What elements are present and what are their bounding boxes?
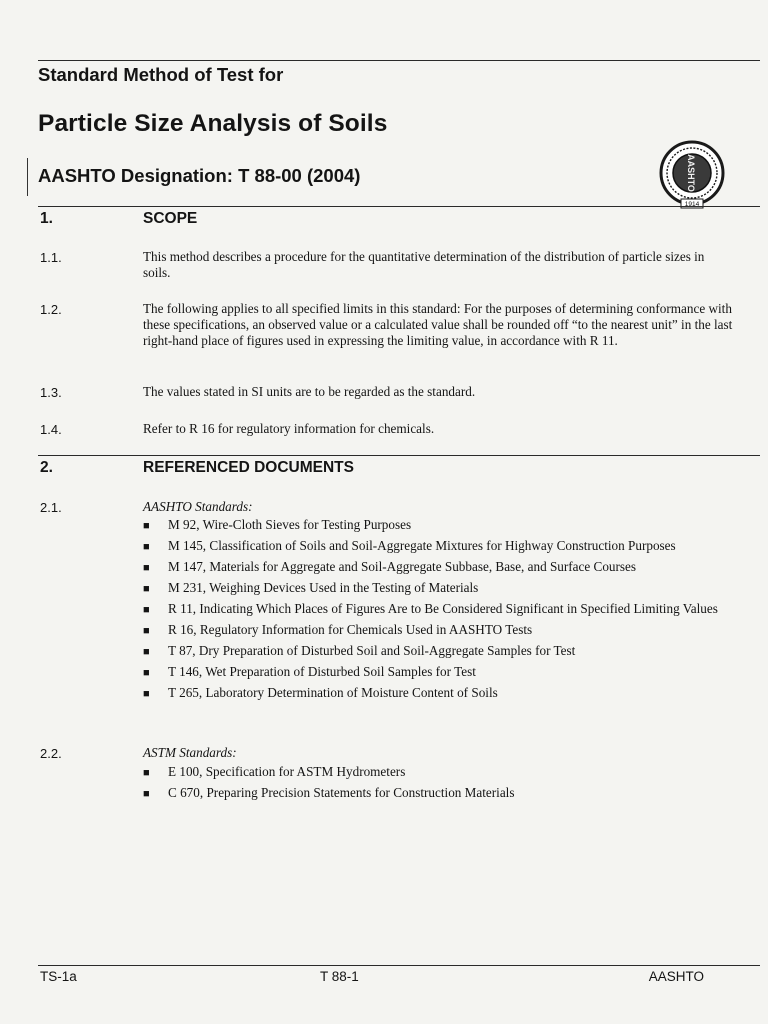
section-rule — [38, 455, 760, 456]
square-bullet-icon: ■ — [143, 583, 150, 595]
reference-text: T 87, Dry Preparation of Disturbed Soil and Soil-Aggregate Samples for Test — [168, 643, 576, 658]
square-bullet-icon: ■ — [143, 562, 150, 574]
astm-standards-list — [143, 764, 733, 806]
reference-text: T 265, Laboratory Determination of Moisture Content of Soils — [168, 685, 498, 700]
clause-text: This method describes a procedure for the quantitative determination of the distribution of particle sizes in soils. — [143, 249, 705, 280]
section-title-scope: SCOPE — [143, 210, 198, 227]
clause-text: The following applies to all specified limits in this standard: For the purposes of determining conformance with these specifications, an observed value or a calculated value shall be rounded off “to the nearest unit” in the last right-hand place of figures used in expressing the limiting value, in accordance with R 11. — [143, 301, 733, 348]
revision-bar — [27, 158, 28, 196]
reference-text: E 100, Specification for ASTM Hydrometers — [168, 764, 406, 779]
clause-number: 2.2. — [40, 746, 62, 761]
footer-page-number: T 88-1 — [320, 969, 359, 984]
clause-number: 1.3. — [40, 385, 62, 400]
reference-list-item — [143, 622, 733, 639]
reference-list-item — [143, 601, 733, 618]
reference-list-item — [143, 785, 733, 802]
reference-list-item — [143, 517, 733, 534]
subsection-heading-aashto-standards: AASHTO Standards: — [143, 499, 253, 514]
aashto-standards-list — [143, 517, 733, 706]
seal-text: AASHTO — [686, 154, 696, 192]
footer-rule — [38, 965, 760, 966]
reference-list-item — [143, 580, 733, 597]
page-title: Particle Size Analysis of Soils — [38, 110, 388, 137]
reference-text: R 16, Regulatory Information for Chemicals Used in AASHTO Tests — [168, 622, 533, 637]
clause-number: 1.1. — [40, 250, 62, 265]
reference-text: M 92, Wire-Cloth Sieves for Testing Purposes — [168, 517, 412, 532]
designation: AASHTO Designation: T 88-00 (2004) — [38, 165, 361, 186]
clause-number: 1.2. — [40, 302, 62, 317]
square-bullet-icon: ■ — [143, 646, 150, 658]
square-bullet-icon: ■ — [143, 667, 150, 679]
subsection-heading-astm-standards: ASTM Standards: — [143, 745, 237, 760]
reference-list-item — [143, 764, 733, 781]
square-bullet-icon: ■ — [143, 520, 150, 532]
top-rule — [38, 60, 760, 61]
reference-text: R 11, Indicating Which Places of Figures Are to Be Considered Significant in Specified Limiting Values — [168, 601, 718, 616]
seal-year: 1914 — [684, 201, 700, 208]
section-title-referenced-documents: REFERENCED DOCUMENTS — [143, 459, 354, 476]
square-bullet-icon: ■ — [143, 604, 150, 616]
square-bullet-icon: ■ — [143, 767, 150, 779]
reference-text: M 147, Materials for Aggregate and Soil-Aggregate Subbase, Base, and Surface Courses — [168, 559, 637, 574]
aashto-seal-logo — [651, 139, 733, 214]
reference-list-item — [143, 664, 733, 681]
reference-text: M 145, Classification of Soils and Soil-Aggregate Mixtures for Highway Construction Purposes — [168, 538, 676, 553]
reference-list-item — [143, 559, 733, 576]
reference-list-item — [143, 685, 733, 702]
document-kicker: Standard Method of Test for — [38, 64, 284, 85]
reference-list-item — [143, 643, 733, 660]
square-bullet-icon: ■ — [143, 541, 150, 553]
reference-text: T 146, Wet Preparation of Disturbed Soil Samples for Test — [168, 664, 476, 679]
clause-number: 1.4. — [40, 422, 62, 437]
section-rule — [38, 206, 760, 207]
section-number: 2. — [40, 459, 53, 476]
reference-text: M 231, Weighing Devices Used in the Testing of Materials — [168, 580, 479, 595]
reference-list-item — [143, 538, 733, 555]
square-bullet-icon: ■ — [143, 788, 150, 800]
clause-text: The values stated in SI units are to be regarded as the standard. — [143, 384, 476, 399]
footer-series: TS-1a — [40, 969, 77, 984]
footer-publisher: AASHTO — [648, 969, 704, 984]
reference-text: C 670, Preparing Precision Statements for Construction Materials — [168, 785, 515, 800]
square-bullet-icon: ■ — [143, 688, 150, 700]
clause-text: Refer to R 16 for regulatory information for chemicals. — [143, 421, 435, 436]
section-number: 1. — [40, 210, 53, 227]
clause-number: 2.1. — [40, 500, 62, 515]
square-bullet-icon: ■ — [143, 625, 150, 637]
